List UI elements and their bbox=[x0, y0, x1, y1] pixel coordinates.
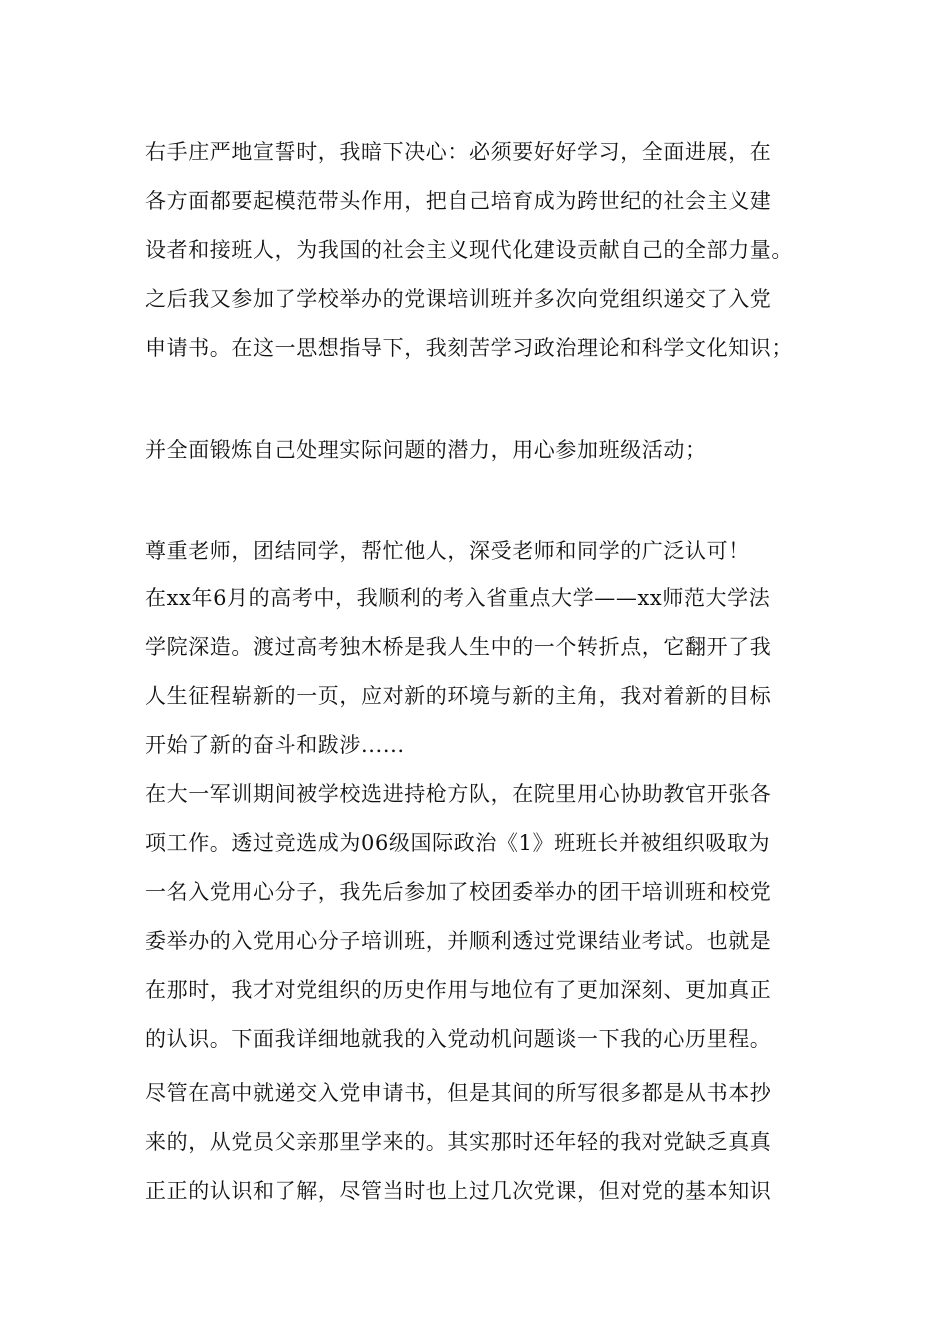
text-line: 尊重老师，团结同学，帮忙他人，深受老师和同学的广泛认可！ bbox=[145, 539, 750, 563]
text-line: 正正的认识和了解，尽管当时也上过几次党课，但对党的基本知识 bbox=[145, 1179, 772, 1203]
text-line: 在大一军训期间被学校选进持枪方队，在院里用心协助教官开张各 bbox=[145, 782, 772, 806]
text-line: 在xx年6月的高考中，我顺利的考入省重点大学——xx师范大学法 bbox=[145, 586, 771, 610]
text-line: 来的，从党员父亲那里学来的。其实那时还年轻的我对党缺乏真真 bbox=[145, 1130, 772, 1154]
text-line: 申请书。在这一思想指导下，我刻苦学习政治理论和科学文化知识； bbox=[145, 336, 793, 360]
text-line: 开始了新的奋斗和跋涉...... bbox=[145, 733, 405, 757]
text-line: 各方面都要起模范带头作用，把自己培育成为跨世纪的社会主义建 bbox=[145, 189, 772, 213]
text-line: 并全面锻炼自己处理实际问题的潜力，用心参加班级活动； bbox=[145, 438, 707, 462]
text-line: 的认识。下面我详细地就我的入党动机问题谈一下我的心历里程。 bbox=[145, 1027, 772, 1051]
text-line: 学院深造。渡过高考独木桥是我人生中的一个转折点，它翻开了我 bbox=[145, 635, 772, 659]
text-line: 之后我又参加了学校举办的党课培训班并多次向党组织递交了入党 bbox=[145, 287, 772, 311]
text-line: 右手庄严地宣誓时，我暗下决心：必须要好好学习，全面进展，在 bbox=[145, 140, 772, 164]
text-line: 在那时，我才对党组织的历史作用与地位有了更加深刻、更加真正 bbox=[145, 978, 772, 1002]
text-line: 一名入党用心分子，我先后参加了校团委举办的团干培训班和校党 bbox=[145, 880, 772, 904]
text-line: 人生征程崭新的一页，应对新的环境与新的主角，我对着新的目标 bbox=[145, 684, 772, 708]
text-line: 设者和接班人，为我国的社会主义现代化建设贡献自己的全部力量。 bbox=[145, 238, 793, 262]
text-line: 尽管在高中就递交入党申请书，但是其间的所写很多都是从书本抄 bbox=[145, 1081, 772, 1105]
text-line: 委举办的入党用心分子培训班，并顺利透过党课结业考试。也就是 bbox=[145, 929, 772, 953]
text-line: 项工作。透过竞选成为06级国际政治《1》班班长并被组织吸取为 bbox=[145, 831, 771, 855]
